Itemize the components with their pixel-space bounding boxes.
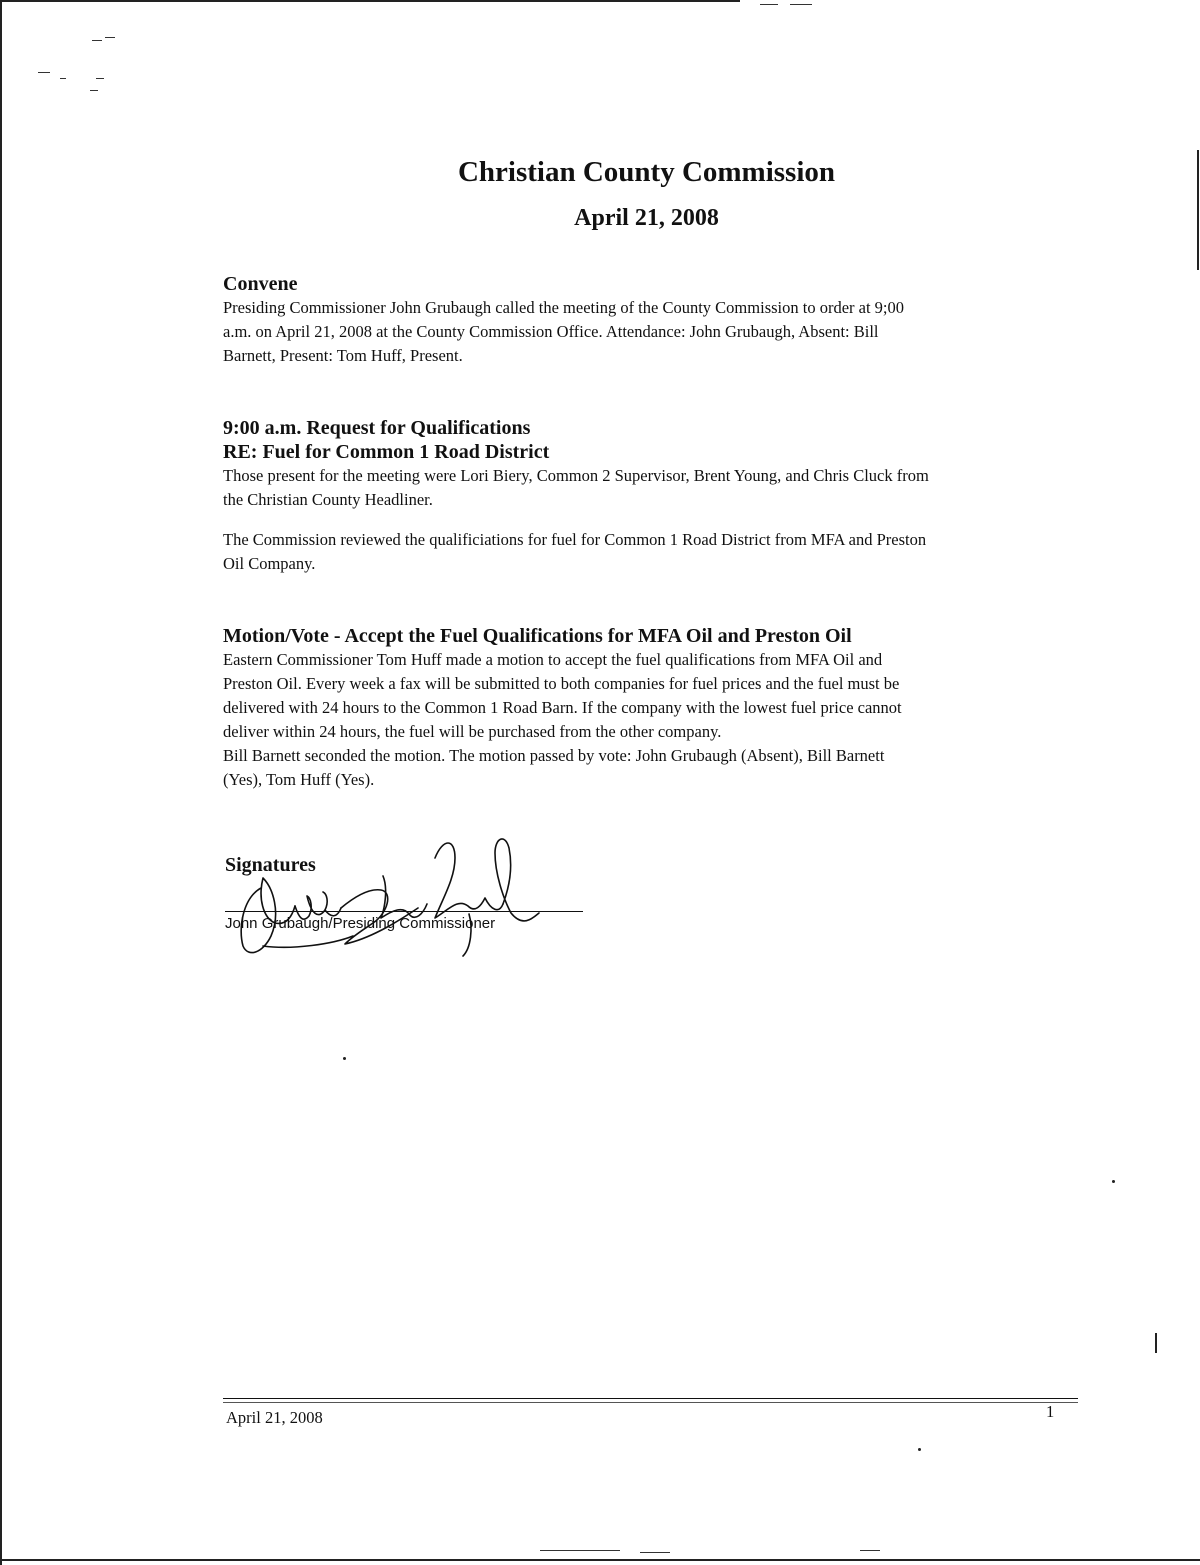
page-number: 1 [1046, 1402, 1055, 1421]
section-heading: 9:00 a.m. Request for Qualifications [223, 417, 531, 439]
scan-mark [92, 40, 102, 41]
footer-date: April 21, 2008 [226, 1408, 323, 1427]
scan-dot [918, 1448, 921, 1451]
scan-top-border [0, 0, 740, 2]
section-paragraph: Eastern Commissioner Tom Huff made a motion to accept the fuel qualifications from MFA Oil and Preston Oil. Every week a fax will be submitted to both companies for fuel prices and the fuel must be delivered with 24 hours to the Common 1 Road Barn. If the company with the lowest fuel price cannot deliver within 24 hours, the fuel will be purchased from the other company. Bill Barnett seconded the motion. The motion passed by vote: John Grubaugh (Absent), Bill Barnett (Yes), Tom Huff (Yes). [223, 650, 902, 789]
scan-mark [38, 72, 50, 73]
scan-mark [790, 4, 812, 5]
footer-rule [223, 1402, 1078, 1403]
signature-caption: John Grubaugh/Presiding Commissioner [225, 915, 496, 932]
scan-bottom-border [0, 1559, 1200, 1561]
footer-rule [223, 1398, 1078, 1399]
scan-mark [60, 78, 66, 79]
section-heading: Motion/Vote - Accept the Fuel Qualifications for MFA Oil and Preston Oil [223, 625, 852, 647]
section-paragraph: The Commission reviewed the qualificiations for fuel for Common 1 Road District from MFA and Preston Oil Company. [223, 530, 927, 573]
scan-mark [1155, 1333, 1157, 1353]
handwritten-signature-icon [203, 818, 543, 968]
scan-dot [1112, 1180, 1115, 1183]
scan-mark [96, 78, 104, 79]
scan-mark [540, 1550, 620, 1551]
minutes-body [223, 272, 1083, 792]
document-date: April 21, 2008 [574, 205, 719, 231]
signature-block [223, 848, 603, 968]
signatures-heading: Signatures [225, 854, 316, 876]
section-paragraph: Those present for the meeting were Lori Biery, Common 2 Supervisor, Brent Young, and Chris Cluck from the Christian County Headliner. [223, 466, 929, 509]
section-request-for-qualifications [223, 416, 1083, 576]
scan-mark [860, 1550, 880, 1551]
section-paragraph: Presiding Commissioner John Grubaugh called the meeting of the County Commission to order at 9;00 a.m. on April 21, 2008 at the County Commission Office. Attendance: John Grubaugh, Absent: Bill Barnett, Present: Tom Huff, Present. [223, 298, 905, 365]
scan-mark [90, 90, 98, 91]
scan-left-border [0, 0, 2, 1565]
section-motion-vote [223, 624, 1083, 792]
section-convene [223, 272, 1083, 368]
section-heading: Convene [223, 273, 298, 295]
scan-mark [760, 4, 778, 5]
document-title: Christian County Commission [457, 156, 836, 188]
scan-mark [105, 37, 115, 38]
scan-mark [640, 1552, 670, 1553]
section-subheading: RE: Fuel for Common 1 Road District [223, 441, 550, 463]
scan-dot [343, 1057, 346, 1060]
